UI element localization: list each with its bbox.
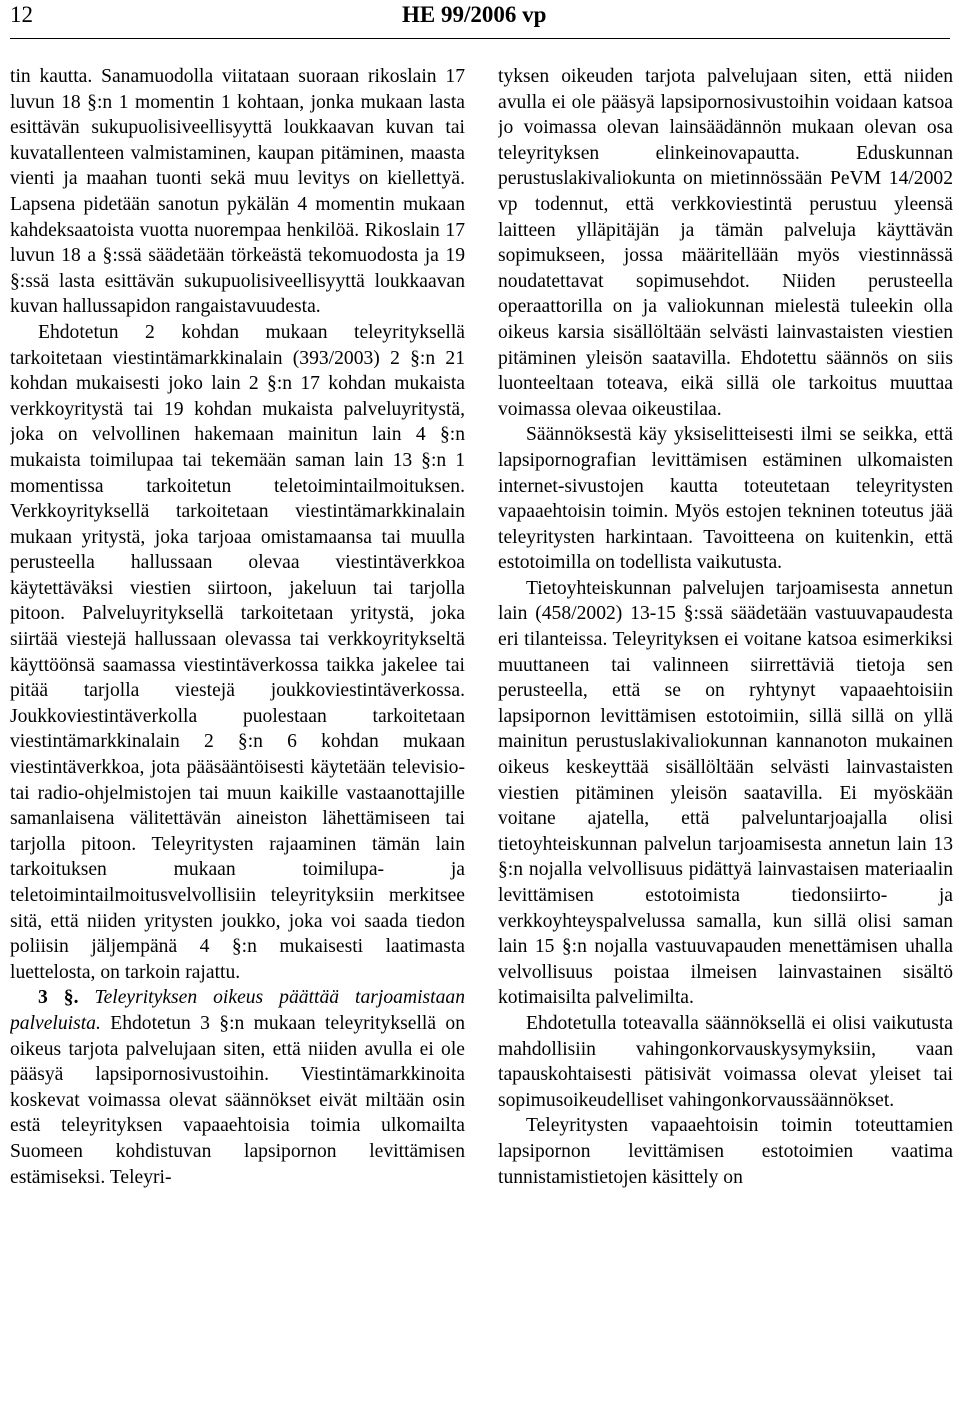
left-paragraph-1: tin kautta. Sanamuodolla viitataan suoraan rikoslain 17 luvun 18 §:n 1 momentin 1 kohtaan, jonka mukaan lasta esittävän sukupuolisiveellisyyttä loukkaavan kuvan tai kuvatallenteen valmistaminen, kaupan pitäminen, maasta vienti ja maahan tuonti sekä muu levitys on kiellettyä. Lapsena pidetään sanotun pykälän 4 momentin mukaan kahdeksaatoista vuotta nuorempaa henkilöä. Rikoslain 17 luvun 18 a §:ssä säädetään törkeästä tekomuodosta ja 19 §:ssä lasta esittävän sukupuolisiveellisyyttä loukkaavan kuvan hallussapidon rangaistavuudesta.	[10, 66, 465, 318]
header-rule	[10, 38, 950, 39]
right-paragraph-3: Tietoyhteiskunnan palvelujen tarjoamisesta annetun lain (458/2002) 13-15 §:ssä säädetään vastuuvapaudesta eri tilanteissa. Teleyrityksen ei voitane katsoa esimerkiksi muuttaneen tai valinneen siirrettäviä tietoja sen perusteella, että se on ryhtynyt vapaaehtoisiin lapsipornon levittämisen estotoimiin, sillä sillä on yllä mainitun perustuslakivaliokunnan kannanoton mukainen oikeus keskeyttää sisällöltään selvästi lainvastaisten viestien pitäminen yleisön saatavilla. Ei myöskään voitane ajatella, että palveluntarjoajalla olisi tietoyhteiskunnan palvelun tarjoamisesta annetun lain 13 §:n nojalla velvollisuus pidättyä lainvastaisen materiaalin levittämisen estotoimista tiedonsiirto- ja verkkoyhteyspalvelussa samalla, kun sillä olisi saman lain 15 §:n nojalla vastuuvapauden menettämisen uhalla velvollisuus poistaa ilmeisen lainvastainen sisältö kotimaisilta palvelimilta.	[498, 577, 953, 1009]
page-number: 12	[10, 2, 33, 27]
left-paragraph-3	[10, 985, 465, 1190]
document-id: HE 99/2006 vp	[402, 2, 547, 27]
right-paragraph-1: tyksen oikeuden tarjota palvelujaan siten, että niiden avulla ei ole pääsyä lapsipornosivustoihin voidaan katsoa jo voimassa olevan lainsäädännön mukaan olevan osa teleyrityksen elinkeinovapautta. Eduskunnan perustuslakivaliokunta on mietinnössään PeVM 14/2002 vp todennut, että verkkoviestintä perustuu yleensä laitteen ylläpitäjän ja tämän palveluja käyttävän sopimukseen, jossa määritellään myös viestinnässä noudatettavat sopimusehdot. Niiden perusteella operaattorilla on ja valiokunnan mielestä tuleekin olla oikeus karsia sisällöltään selvästi lainvastaisten viestien pitäminen yleisön saatavilla. Ehdotettu säännös on siis luonteeltaan toteava, eikä sillä ole tarkoitus muuttaa voimassa olevaa oikeustilaa.	[498, 66, 953, 420]
right-paragraph-5: Teleyritysten vapaaehtoisin toimin toteuttamien lapsipornon levittämisen estotoimien vaatima tunnistamistietojen käsittely on	[498, 1115, 953, 1188]
right-column	[498, 64, 953, 1407]
page-header	[0, 0, 960, 44]
left-column	[10, 64, 465, 1407]
section-body: Ehdotetun 3 §:n mukaan teleyrityksellä on oikeus tarjota palvelujaan siten, että niiden avulla ei ole pääsyä lapsipornosivustoihin. Viestintämarkkinoita koskevat voimassa olevat säännökset eivät miltään osin estä teleyrityksen vapaaehtoisia toimia ulkomailta Suomeen kohdistuvan lapsipornon levittämisen estämiseksi. Teleyri-	[10, 1012, 465, 1188]
right-paragraph-4: Ehdotetulla toteavalla säännöksellä ei olisi vaikutusta mahdollisiin vahingonkorvauskysymyksiin, vaan tapauskohtaisesti pätisivät voimassa olevat yleiset tai sopimusoikeudelliset vahingonkorvaussäännökset.	[498, 1012, 953, 1111]
section-number: 3 §.	[38, 987, 79, 1009]
left-paragraph-2: Ehdotetun 2 kohdan mukaan teleyrityksellä tarkoitetaan viestintämarkkinalain (393/2003) 2 §:n 21 kohdan mukaisesti joko lain 2 §:n 17 kohdan mukaista verkkoyritystä tai 19 kohdan mukaista palveluyritystä, joka on velvollinen hakemaan mainitun lain 4 §:n mukaista toimilupaa tai tekemään saman lain 13 §:n 1 momentissa tarkoitetun teletoimintailmoituksen. Verkkoyrityksellä tarkoitetaan viestintämarkkinalain mukaan yritystä, joka tarjoaa omistamaansa tai muulla perusteella hallussaan olevaa viestintäverkkoa käytettäväksi viestien siirtoon, jakeluun tai tarjolla pitoon. Palveluyrityksellä tarkoitetaan yritystä, joka siirtää viestejä hallussaan olevassa tai verkkoyritykseltä käyttöönsä saamassa viestintäverkossa taikka jakelee tai pitää tarjolla viestejä joukkoviestintäverkossa. Joukkoviestintäverkolla puolestaan tarkoitetaan viestintämarkkinalain 2 §:n 6 kohdan mukaan viestintäverkkoa, jota pääsääntöisesti käytetään televisio- tai radio-ohjelmistojen tai muun kaikille vastaanottajille samanlaisena välitettävän aineiston lähettämiseen tai tarjolla pitoon. Teleyritysten rajaaminen tämän lain tarkoituksen mukaan toimilupa- ja teletoimintailmoitusvelvollisiin teleyrityksiin merkitsee sitä, että niiden yritysten joukko, joka voi saada tiedon poliisin jäljempänä 4 §:n mukaisesti laatimasta luettelosta, on tarkoin rajattu.	[10, 321, 465, 983]
right-paragraph-2: Säännöksestä käy yksiselitteisesti ilmi se seikka, että lapsipornografian levittämisen estäminen ulkomaisten internet-sivustojen kautta toteutetaan teleyritysten vapaaehtoisin toimin. Myös estojen tekninen toteutus jää teleyritysten harkintaan. Tavoitteena on kuitenkin, että estotoimilla on todellista vaikutusta.	[498, 424, 953, 574]
section-heading: Teleyrityksen oikeus päättää tarjoamistaan palveluista.	[10, 987, 465, 1034]
